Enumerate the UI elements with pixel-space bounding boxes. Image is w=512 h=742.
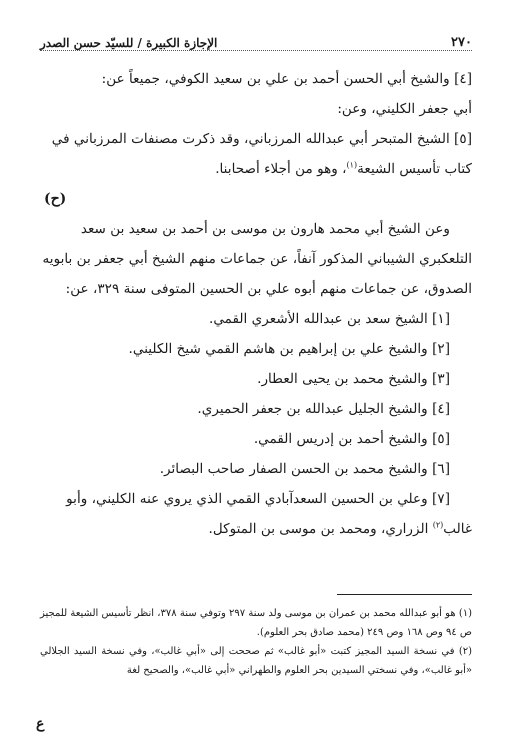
- footnotes: [40, 604, 472, 680]
- text-line: أبي جعفر الكليني، وعن:: [337, 101, 472, 117]
- list-item: [٢] والشيخ علي بن إبراهيم بن هاشم القمي شيخ الكليني.: [128, 341, 450, 357]
- text-line: [40, 154, 472, 184]
- text-segment: غالب: [443, 521, 472, 537]
- text-segment: ، وهو من أجلاء أصحابنا.: [215, 161, 347, 177]
- footnote: (١) هو أبو عبدالله محمد بن عمران بن موسى ولد سنة ٢٩٧ وتوفي سنة ٣٧٨، انظر تأسيس الشيعة للمجيز ص ٩٤ وص ١٦٨ وص ٢٤٩ (محمد صادق بحر العلوم).: [40, 608, 473, 638]
- text-segment: كتاب تأسيس الشيعة: [357, 161, 472, 177]
- list-item: [٥] والشيخ أحمد بن إدريس القمي.: [253, 431, 450, 447]
- text-line: التلعكبري الشيباني المذكور آنفاً، عن جماعات منهم الشيخ أبي جعفر بن بابويه: [42, 251, 472, 267]
- footnote-ref[interactable]: (١): [346, 160, 358, 170]
- main-text: [40, 64, 472, 544]
- list-item: [١] الشيخ سعد بن عبدالله الأشعري القمي.: [209, 311, 450, 327]
- text-segment: الزراري، ومحمد بن موسى بن المتوكل.: [208, 521, 433, 537]
- text-line: [40, 514, 472, 544]
- running-header: [40, 28, 472, 51]
- footnote: (٢) في نسخة السيد المجيز كتبت «أبو غالب» ثم صححت إلى «أبي غالب»، وفي نسخة السيد الجلالي «أبو غالب»، وفي نسختي السيدين بحر العلوم والطهراني «أبي غالب»، والصحيح لغة: [40, 646, 472, 676]
- text-line: [٥] الشيخ المتبحر أبي عبدالله المرزباني، وقد ذكرت مصنفات المرزباني في: [51, 131, 472, 147]
- text-line: وعن الشيخ أبي محمد هارون بن موسى بن أحمد بن سعيد بن سعد: [80, 221, 450, 237]
- running-title: الإجازة الكبيرة / للسيّد حسن الصدر: [40, 36, 218, 50]
- continuation-mark: ع: [36, 716, 45, 732]
- list-item: [٧] وعلي بن الحسين السعدآبادي القمي الذي يروي عنه الكليني، وأبو: [66, 491, 450, 507]
- list-item: [٤] والشيخ الجليل عبدالله بن جعفر الحميري.: [197, 401, 450, 417]
- footnote-separator: [337, 594, 472, 595]
- text-line: [٤] والشيخ أبي الحسن أحمد بن علي بن سعيد الكوفي، جميعاً عن:: [101, 71, 472, 87]
- page-number: ٢٧٠: [451, 35, 472, 50]
- text-line: الصدوق، عن جماعات منهم أبوه علي بن الحسين المتوفى سنة ٣٢٩، عن:: [65, 281, 472, 297]
- list-item: [٣] والشيخ محمد بن يحيى العطار.: [257, 371, 450, 387]
- footnote-ref[interactable]: (٢): [432, 520, 444, 530]
- section-mark: (ح): [44, 191, 67, 207]
- list-item: [٦] والشيخ محمد بن الحسن الصفار صاحب البصائر.: [159, 461, 450, 477]
